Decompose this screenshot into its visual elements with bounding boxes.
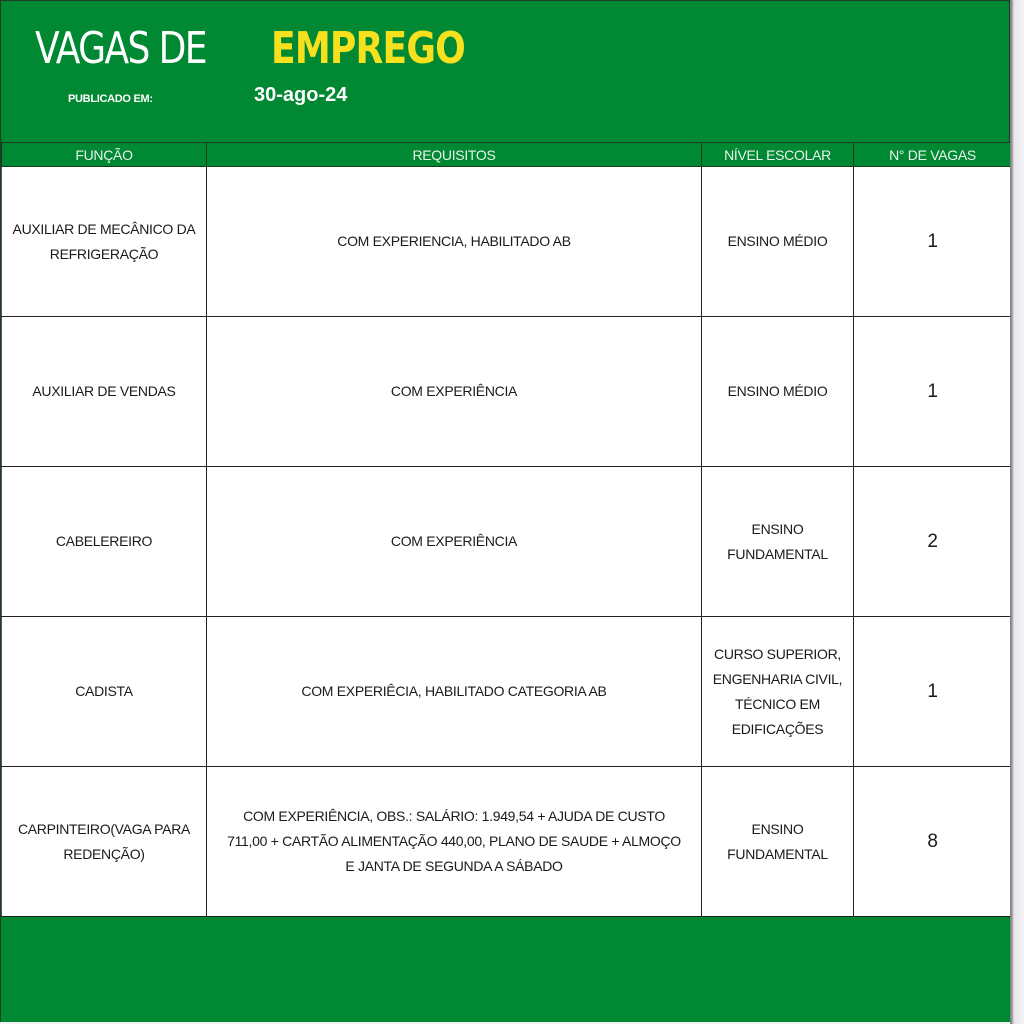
cell-requisitos: COM EXPERIENCIA, HABILITADO AB (207, 167, 702, 317)
table-row (2, 767, 1012, 917)
page-edge-scrollbar[interactable] (1010, 0, 1024, 1024)
cell-nivel-escolar: ENSINO FUNDAMENTAL (702, 767, 854, 917)
cell-nivel-escolar: ENSINO MÉDIO (702, 317, 854, 467)
cell-nivel-escolar: ENSINO MÉDIO (702, 167, 854, 317)
published-label: PUBLICADO EM: (68, 93, 153, 105)
cell-requisitos: COM EXPERIÊNCIA (207, 467, 702, 617)
column-header-funcao: FUNÇÃO (2, 143, 207, 167)
table-row (2, 467, 1012, 617)
table-row (2, 317, 1012, 467)
table-row (2, 167, 1012, 317)
table-row (2, 617, 1012, 767)
cell-num-vagas: 8 (854, 767, 1012, 917)
title-vagas-de: VAGAS DE (35, 23, 206, 74)
title-emprego: EMPREGO (271, 23, 465, 74)
cell-funcao: CARPINTEIRO(VAGA PARA REDENÇÃO) (2, 767, 207, 917)
cell-funcao: CADISTA (2, 617, 207, 767)
column-header-num-vagas: N° DE VAGAS (854, 143, 1012, 167)
cell-funcao: AUXILIAR DE VENDAS (2, 317, 207, 467)
table-header-row (2, 143, 1012, 167)
cell-num-vagas: 2 (854, 467, 1012, 617)
cell-requisitos: COM EXPERIÊNCIA (207, 317, 702, 467)
footer-band (1, 918, 1011, 1022)
cell-requisitos: COM EXPERIÊCIA, HABILITADO CATEGORIA AB (207, 617, 702, 767)
cell-num-vagas: 1 (854, 317, 1012, 467)
cell-num-vagas: 1 (854, 167, 1012, 317)
published-date: 30-ago-24 (254, 84, 348, 106)
column-header-requisitos: REQUISITOS (207, 143, 702, 167)
cell-nivel-escolar: CURSO SUPERIOR, ENGENHARIA CIVIL, TÉCNICO EM EDIFICAÇÕES (702, 617, 854, 767)
column-header-nivel-escolar: NÍVEL ESCOLAR (702, 143, 854, 167)
cell-funcao: AUXILIAR DE MECÂNICO DA REFRIGERAÇÃO (2, 167, 207, 317)
cell-num-vagas: 1 (854, 617, 1012, 767)
cell-nivel-escolar: ENSINO FUNDAMENTAL (702, 467, 854, 617)
cell-requisitos: COM EXPERIÊNCIA, OBS.: SALÁRIO: 1.949,54 + AJUDA DE CUSTO 711,00 + CARTÃO ALIMENTAÇÃO 440,00, PLANO DE SAUDE + ALMOÇO E JANTA DE SEGUNDA A SÁBADO (207, 767, 702, 917)
cell-funcao: CABELEREIRO (2, 467, 207, 617)
jobs-table (1, 142, 1012, 917)
